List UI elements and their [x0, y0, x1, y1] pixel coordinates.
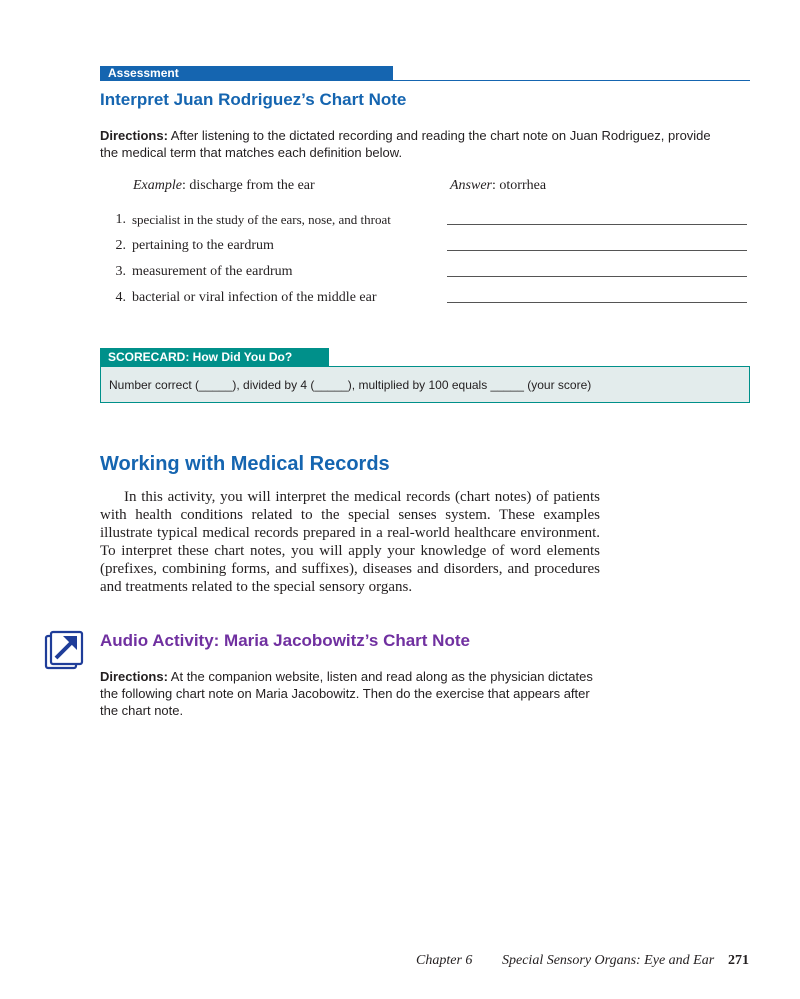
scorecard-text: Number correct (_____), divided by 4 (_____), multiplied by 100 equals _____ (your score): [100, 366, 750, 403]
directions: [100, 127, 730, 161]
question-item: [112, 212, 752, 232]
example-answer: [450, 178, 546, 194]
question-text: measurement of the eardrum: [132, 264, 293, 279]
answer-text: : otorrhea: [492, 178, 547, 193]
directions-label: Directions:: [100, 128, 168, 143]
answer-blank[interactable]: [447, 250, 747, 251]
example-text: : discharge from the ear: [181, 178, 315, 193]
footer-chapter: Chapter 6: [416, 953, 473, 968]
question-item: [112, 264, 752, 284]
footer-title: Special Sensory Organs: Eye and Ear: [502, 953, 715, 968]
answer-blank[interactable]: [447, 302, 747, 303]
question-text: bacterial or viral infection of the middle ear: [132, 290, 377, 305]
directions-text: At the companion website, listen and read along as the physician dictates the following chart note on Maria Jacobowitz. Then do the exercise that appears after the chart note.: [100, 669, 593, 718]
records-title: Working with Medical Records: [100, 453, 390, 475]
question-item: [112, 290, 752, 310]
answer-blank[interactable]: [447, 224, 747, 225]
answer-blank[interactable]: [447, 276, 747, 277]
section-title: Interpret Juan Rodriguez’s Chart Note: [100, 90, 407, 109]
question-item: [112, 238, 752, 258]
question-text: specialist in the study of the ears, nose, and throat: [132, 212, 391, 227]
example: [133, 178, 315, 194]
records-body: In this activity, you will interpret the medical records (chart notes) of patients with health conditions related to the special senses system. These examples illustrate typical medical records prepared in a real-world healthcare environment. To interpret these chart notes, you will apply your knowledge of word elements (prefixes, combining forms, and suffixes), diseases and disorders, and procedures and treatments related to the special sensory organs.: [100, 489, 600, 595]
external-link-icon: [44, 630, 84, 670]
audio-activity-title: Audio Activity: Maria Jacobowitz’s Chart Note: [100, 631, 470, 650]
question-number: 3.: [115, 264, 126, 279]
question-text: pertaining to the eardrum: [132, 238, 274, 253]
page-number: 271: [728, 953, 749, 968]
scorecard-title: SCORECARD: How Did You Do?: [100, 348, 329, 366]
directions-label: Directions:: [100, 669, 168, 684]
audio-directions: [100, 668, 600, 719]
question-number: 2.: [115, 238, 126, 253]
question-number: 4.: [115, 290, 126, 305]
example-label: Example: [133, 178, 182, 193]
directions-text: After listening to the dictated recording and reading the chart note on Juan Rodriguez, provide the medical term that matches each definition below.: [100, 128, 711, 160]
assessment-tag: Assessment: [100, 66, 393, 81]
question-number: 1.: [115, 212, 126, 227]
answer-label: Answer: [450, 178, 492, 193]
divider: [393, 80, 750, 81]
